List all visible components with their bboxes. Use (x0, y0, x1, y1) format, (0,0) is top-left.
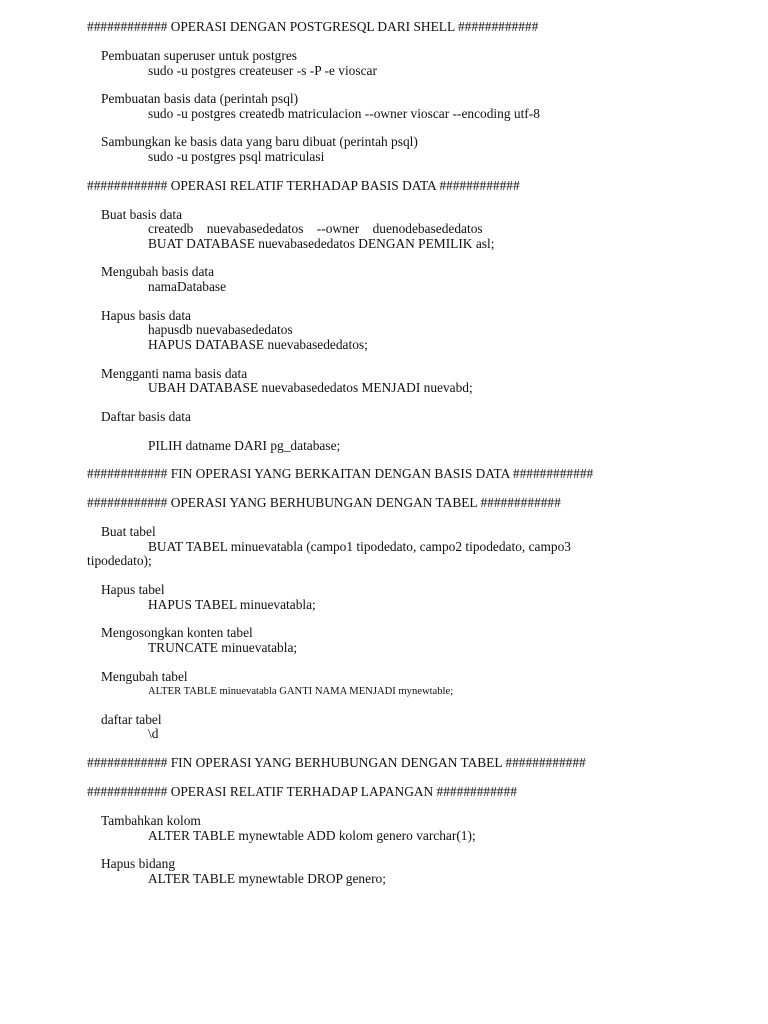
command-rename-db: UBAH DATABASE nuevabasededatos MENJADI nuevabd; (148, 380, 473, 395)
item-title-alter-db: Mengubah basis data (101, 264, 215, 279)
command-add-column: ALTER TABLE mynewtable ADD kolom genero varchar(1); (148, 828, 476, 843)
item-title-drop-column: Hapus bidang (101, 856, 176, 871)
command-list-db: PILIH datname DARI pg_database; (148, 438, 341, 453)
section-header-field-ops: ############ OPERASI RELATIF TERHADAP LAPANGAN ############ (87, 784, 517, 799)
command-createdb: createdb nuevabasededatos --owner duenodebasededatos (148, 221, 483, 236)
item-title-drop-table: Hapus tabel (101, 582, 165, 597)
command-create-table-continued: tipodedato); (87, 553, 152, 568)
item-title-alter-table: Mengubah tabel (101, 669, 188, 684)
item-title-create-superuser: Pembuatan superuser untuk postgres (101, 48, 297, 63)
item-title-drop-db: Hapus basis data (101, 308, 191, 323)
item-title-create-db: Buat basis data (101, 207, 183, 222)
command-alter-table: ALTER TABLE minuevatabla GANTI NAMA MENJADI mynewtable; (148, 686, 454, 697)
item-title-list-tables: daftar tabel (101, 712, 162, 727)
item-title-rename-db: Mengganti nama basis data (101, 366, 248, 381)
item-title-truncate-table: Mengosongkan konten tabel (101, 625, 253, 640)
command-connect-database: sudo -u postgres psql matriculasi (148, 149, 325, 164)
item-title-add-column: Tambahkan kolom (101, 813, 201, 828)
section-header-database-ops: ############ OPERASI RELATIF TERHADAP BASIS DATA ############ (87, 178, 520, 193)
item-title-connect-database: Sambungkan ke basis data yang baru dibuat (perintah psql) (101, 134, 418, 149)
item-title-create-table: Buat tabel (101, 524, 156, 539)
item-title-create-database: Pembuatan basis data (perintah psql) (101, 91, 299, 106)
command-list-tables: \d (148, 726, 159, 741)
command-drop-table: HAPUS TABEL minuevatabla; (148, 597, 316, 612)
command-create-database-sql: BUAT DATABASE nuevabasededatos DENGAN PEMILIK asl; (148, 236, 495, 251)
section-footer-database-ops: ############ FIN OPERASI YANG BERKAITAN DENGAN BASIS DATA ############ (87, 466, 594, 481)
command-create-database: sudo -u postgres createdb matriculacion --owner vioscar --encoding utf-8 (148, 106, 540, 121)
command-drop-column: ALTER TABLE mynewtable DROP genero; (148, 871, 386, 886)
section-header-table-ops: ############ OPERASI YANG BERHUBUNGAN DENGAN TABEL ############ (87, 495, 561, 510)
command-drop-database-sql: HAPUS DATABASE nuevabasededatos; (148, 337, 368, 352)
command-alter-db: namaDatabase (148, 279, 227, 294)
command-create-table: BUAT TABEL minuevatabla (campo1 tipodedato, campo2 tipodedato, campo3 (148, 539, 571, 554)
command-truncate-table: TRUNCATE minuevatabla; (148, 640, 298, 655)
command-dropdb: hapusdb nuevabasededatos (148, 322, 293, 337)
section-header-postgres-shell: ############ OPERASI DENGAN POSTGRESQL DARI SHELL ############ (87, 19, 539, 34)
item-title-list-db: Daftar basis data (101, 409, 191, 424)
command-create-superuser: sudo -u postgres createuser -s -P -e vioscar (148, 63, 377, 78)
section-footer-table-ops: ############ FIN OPERASI YANG BERHUBUNGAN DENGAN TABEL ############ (87, 755, 586, 770)
